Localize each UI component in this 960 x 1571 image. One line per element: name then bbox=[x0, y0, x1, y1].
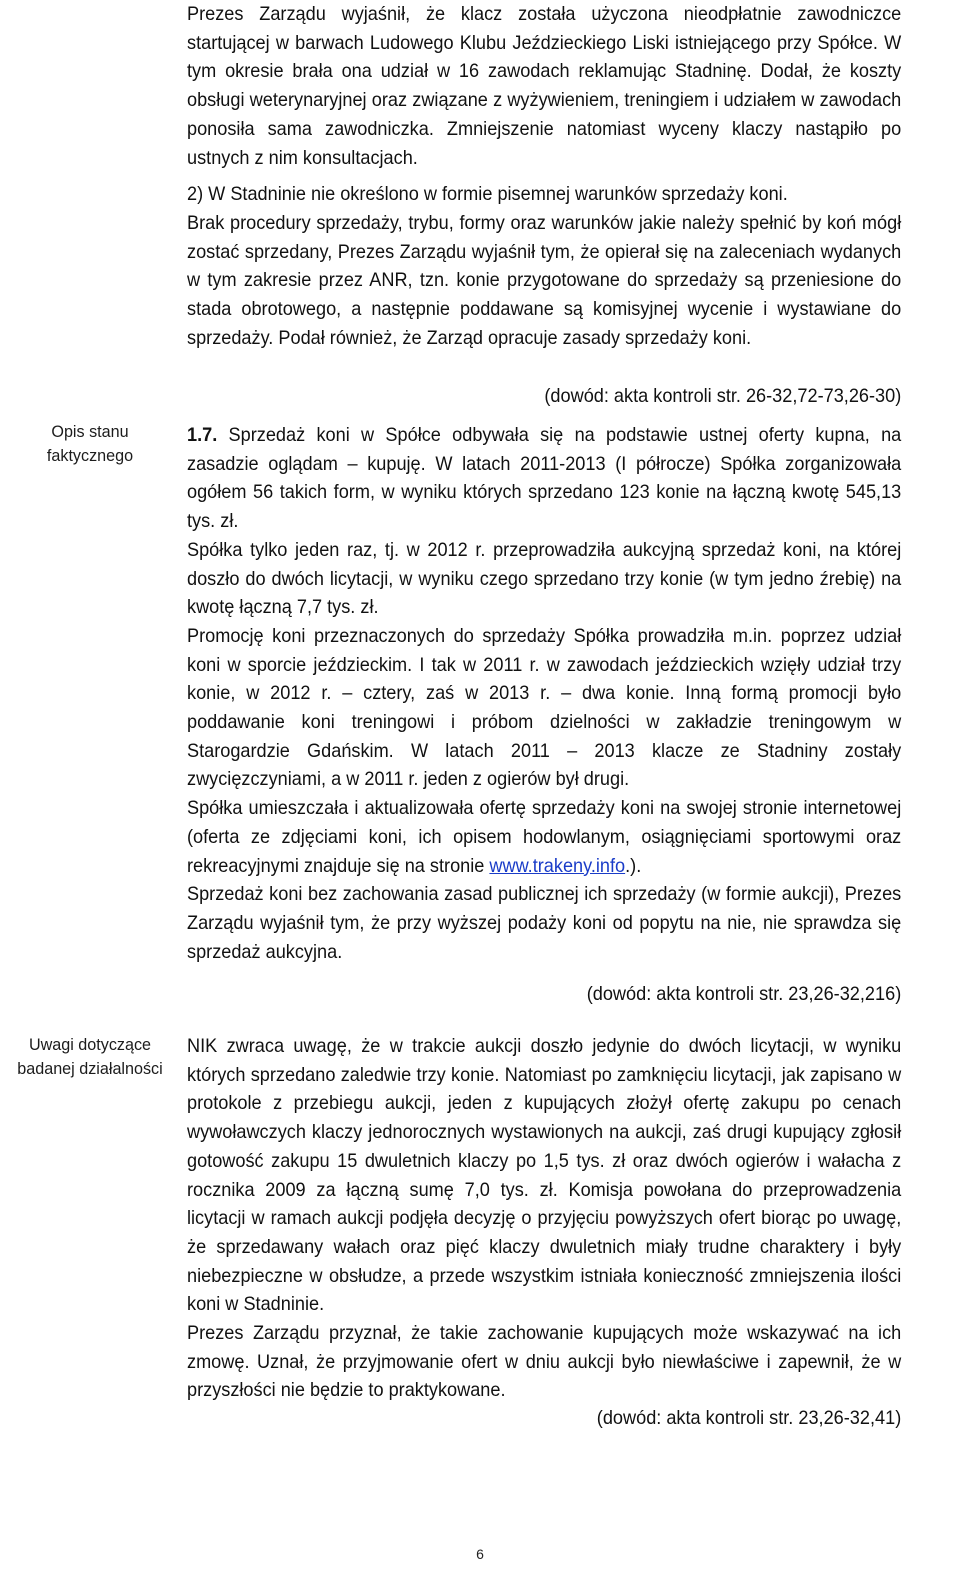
section-facts-1 bbox=[187, 0, 901, 352]
evidence-reference: (dowód: akta kontroli str. 26-32,72-73,26-30) bbox=[544, 385, 902, 407]
paragraph: Spółka tylko jeden raz, tj. w 2012 r. przeprowadziła aukcyjną sprzedaż koni, na której doszło do dwóch licytacji, w wyniku czego sprzedano trzy konie (w tym jedno źrebię) na kwotę łączną 7,7 tys. zł. bbox=[187, 538, 902, 619]
paragraph-text: Spółka umieszczała i aktualizowała ofertę sprzedaży koni na swojej stronie internetowej (oferta ze zdjęciami koni, ich opisem hodowlanym, osiągnięciami sportowymi oraz rekreacyjnymi znajduje się na stronie bbox=[187, 797, 902, 877]
section-facts-2 bbox=[187, 421, 901, 966]
side-label-line: Opis stanu bbox=[51, 422, 129, 441]
paragraph: 2) W Stadninie nie określono w formie pisemnej warunków sprzedaży koni. bbox=[187, 183, 788, 206]
paragraph: Brak procedury sprzedaży, trybu, formy oraz warunków jakie należy spełnić by koń mógł zostać sprzedany, Prezes Zarządu wyjaśnił tym, że opierał się na zaleceniach wydanych w tym zakresie przez ANR, tzn. konie przygotowane do sprzedaży są przeniesione do stada obrotowego, a następnie poddawane są komisyjnej wycenie i wystawiane do sprzedaży. Podał również, że Zarząd opracuje zasady sprzedaży koni. bbox=[187, 211, 902, 349]
paragraph: Prezes Zarządu wyjaśnił, że klacz została użyczona nieodpłatnie zawodniczce startującej w barwach Ludowego Klubu Jeździeckiego Liski istniejącego przy Spółce. W tym okresie brała ona udział w 16 zawodach reklamując Stadninę. Dodał, że koszty obsługi weterynaryjnej oraz związane z wyżywieniem, treningiem i udziałem w zawodach ponosiła sama zawodniczka. Zmniejszenie natomiast wyceny klaczy nastąpiło po ustnych z nim konsultacjach. bbox=[187, 3, 902, 169]
page-number: 6 bbox=[476, 1546, 484, 1562]
evidence-reference: (dowód: akta kontroli str. 23,26-32,41) bbox=[596, 1407, 902, 1429]
section-number: 1.7. bbox=[187, 424, 218, 446]
evidence-reference: (dowód: akta kontroli str. 23,26-32,216) bbox=[586, 983, 902, 1005]
paragraph-text: Sprzedaż koni w Spółce odbywała się na podstawie ustnej oferty kupna, na zasadzie oglądam – kupuję. W latach 2011-2013 (I półrocze) Spółka zorganizowała ogółem 56 takich form, w wyniku których sprzedano 123 konie na łączną kwotę 545,13 tys. zł. bbox=[187, 424, 902, 533]
paragraph-text: .). bbox=[625, 854, 642, 877]
evidence-ref-2-wrap bbox=[187, 980, 901, 1009]
section-remarks bbox=[187, 1032, 901, 1405]
paragraph-sale bbox=[187, 421, 901, 536]
website-link[interactable]: www.trakeny.info bbox=[489, 854, 626, 877]
paragraph: Sprzedaż koni bez zachowania zasad publicznej ich sprzedaży (w formie aukcji), Prezes Zarządu wyjaśnił tym, że przy wyższej podaży koni od popytu na nie, nie sprawdza się sprzedaż aukcyjna. bbox=[187, 883, 902, 963]
paragraph: NIK zwraca uwagę, że w trakcie aukcji doszło jedynie do dwóch licytacji, w wyniku których sprzedano zaledwie trzy konie. Natomiast po zamknięciu licytacji, jak zapisano w protokole z przebiegu aukcji, jeden z kupujących złożył ofertę zakupu po cenach wywoławczych klaczy jednorocznych wystawionych na aukcji, zaś drugi kupujący zgłosił gotowość zakupu 15 dwuletnich klaczy po 1,5 tys. zł oraz dwóch ogierów i wałacha z rocznika 2009 za łączną sumę 7,0 tys. zł. Komisja powołana do przeprowadzenia licytacji w ramach aukcji podjęła decyzję o przyjęciu powyższych ofert biorąc po uwagę, że sprzedawany wałach oraz pięć klaczy dwuletnich miały trudne charaktery i były niebezpieczne w obsłudze, a przede wszystkim istniała konieczność zmniejszenia ilości koni w Stadninie. bbox=[187, 1035, 902, 1316]
paragraph: Promocję koni przeznaczonych do sprzedaży Spółka prowadziła m.in. poprzez udział koni w sporcie jeździeckim. I tak w 2011 r. w zawodach jeździeckich wzięły udział trzy konie, w 2012 r. – cztery, zaś w 2013 r. – dwa konie. Inną formą promocji było poddawanie koni treningowi i próbom dzielności w zakładzie treningowym w Starogardzie Gdańskim. W latach 2011 – 2013 klacze ze Stadniny zostały zwycięzczyniami, a w 2011 r. jeden z ogierów był drugi. bbox=[187, 624, 902, 791]
paragraph: Prezes Zarządu przyznał, że takie zachowanie kupujących może wskazywać na ich zmowę. Uznał, że przyjmowanie ofert w dniu aukcji było niewłaściwe i zapewnił, że w przyszłości nie będzie to praktykowane. bbox=[187, 1322, 902, 1402]
side-label-line: faktycznego bbox=[46, 446, 134, 465]
evidence-ref-3-wrap bbox=[187, 1404, 901, 1433]
paragraph-offer bbox=[187, 794, 901, 880]
side-label-line: badanej działalności bbox=[17, 1059, 163, 1078]
side-label-line: Uwagi dotyczące bbox=[28, 1035, 152, 1054]
side-label-remarks bbox=[5, 1033, 176, 1081]
side-label-facts bbox=[5, 420, 176, 468]
evidence-ref-1-wrap bbox=[187, 382, 901, 411]
